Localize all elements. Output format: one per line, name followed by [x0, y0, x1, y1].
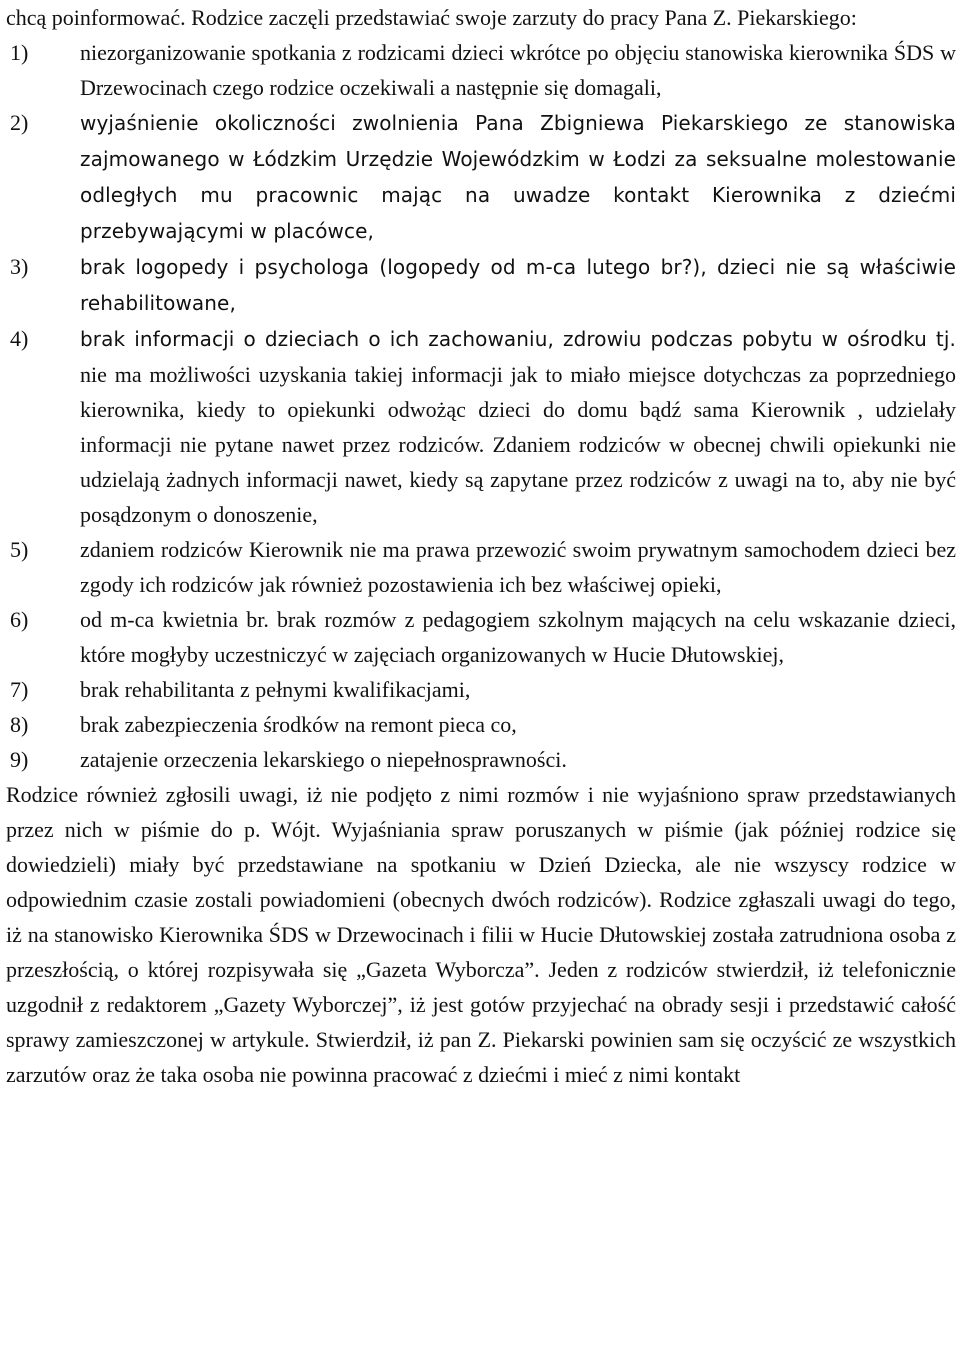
- complaints-list: [6, 35, 956, 777]
- list-item-text: brak rehabilitanta z pełnymi kwalifikacjami,: [80, 677, 471, 702]
- list-item: [6, 707, 956, 742]
- list-item: [6, 532, 956, 602]
- list-item-number: 4): [10, 326, 29, 351]
- intro-paragraph: chcą poinformować. Rodzice zaczęli przedstawiać swoje zarzuty do pracy Pana Z. Piekarskiego:: [6, 5, 857, 30]
- list-item-number: 8): [10, 712, 29, 737]
- list-item: [6, 321, 956, 532]
- list-item-number: 6): [10, 607, 29, 632]
- list-item-text-sans: brak informacji o dzieciach o ich zachowaniu, zdrowiu podczas pobytu w ośrodku tj.: [80, 327, 956, 351]
- list-item-number: 5): [10, 537, 29, 562]
- list-item: [6, 672, 956, 707]
- list-item-text: nie ma możliwości uzyskania takiej informacji jak to miało miejsce dotychczas za poprzedniego kierownika, kiedy to opiekunki odwożąc dzieci do domu bądź sama Kierownik , udzielały informacji nie pytane nawet przez rodziców. Zdaniem rodziców w obecnej chwili opiekunki nie udzielają żadnych informacji nawet, kiedy są zapytane przez rodziców z uwagi na to, aby nie być posądzonym o donoszenie,: [80, 362, 956, 527]
- list-item: [6, 602, 956, 672]
- list-item-number: 3): [10, 254, 29, 279]
- list-item-text: zatajenie orzeczenia lekarskiego o niepełnosprawności.: [80, 747, 567, 772]
- list-item-number: 9): [10, 747, 29, 772]
- list-item: [6, 742, 956, 777]
- list-item: [6, 249, 956, 321]
- list-item-text: niezorganizowanie spotkania z rodzicami dzieci wkrótce po objęciu stanowiska kierownika ŚDS w Drzewocinach czego rodzice oczekiwali a następnie się domagali,: [80, 40, 956, 100]
- list-item-text: wyjaśnienie okoliczności zwolnienia Pana Zbigniewa Piekarskiego ze stanowiska zajmowanego w Łódzkim Urzędzie Wojewódzkim w Łodzi za seksualne molestowanie odległych mu pracownic mając na uwadze kontakt Kierownika z dziećmi przebywającymi w placówce,: [80, 111, 956, 243]
- list-item-number: 1): [10, 40, 29, 65]
- list-item-number: 7): [10, 677, 29, 702]
- list-item-text: zdaniem rodziców Kierownik nie ma prawa przewozić swoim prywatnym samochodem dzieci bez zgody ich rodziców jak również pozostawienia ich bez właściwej opieki,: [80, 537, 956, 597]
- list-item: [6, 105, 956, 249]
- list-item-text: od m-ca kwietnia br. brak rozmów z pedagogiem szkolnym mających na celu wskazanie dzieci, które mogłyby uczestniczyć w zajęciach organizowanych w Hucie Dłutowskiej,: [80, 607, 956, 667]
- closing-paragraph: Rodzice również zgłosili uwagi, iż nie podjęto z nimi rozmów i nie wyjaśniono spraw przedstawianych przez nich w piśmie do p. Wójt. Wyjaśniania spraw poruszanych w piśmie (jak później rodzice się dowiedzieli) miały być przedstawiane na spotkaniu w Dzień Dziecka, ale nie wszyscy rodzice w odpowiednim czasie zostali powiadomieni (obecnych dwóch rodziców). Rodzice zgłaszali uwagi do tego, iż na stanowisko Kierownika ŚDS w Drzewocinach i filii w Hucie Dłutowskiej została zatrudniona osoba z przeszłością, o której rozpisywała się „Gazeta Wyborcza”. Jeden z rodziców stwierdził, iż telefonicznie uzgodnił z redaktorem „Gazety Wyborczej”, iż jest gotów przyjechać na obrady sesji i przedstawić całość sprawy zamieszczonej w artykule. Stwierdził, iż pan Z. Piekarski powinien sam się oczyścić ze wszystkich zarzutów oraz że taka osoba nie powinna pracować z dziećmi i mieć z nimi kontakt: [6, 782, 956, 1087]
- list-item: [6, 35, 956, 105]
- list-item-text: brak zabezpieczenia środków na remont pieca co,: [80, 712, 517, 737]
- list-item-text: brak logopedy i psychologa (logopedy od m-ca lutego br?), dzieci nie są właściwie rehabilitowane,: [80, 255, 956, 315]
- list-item-number: 2): [10, 110, 29, 135]
